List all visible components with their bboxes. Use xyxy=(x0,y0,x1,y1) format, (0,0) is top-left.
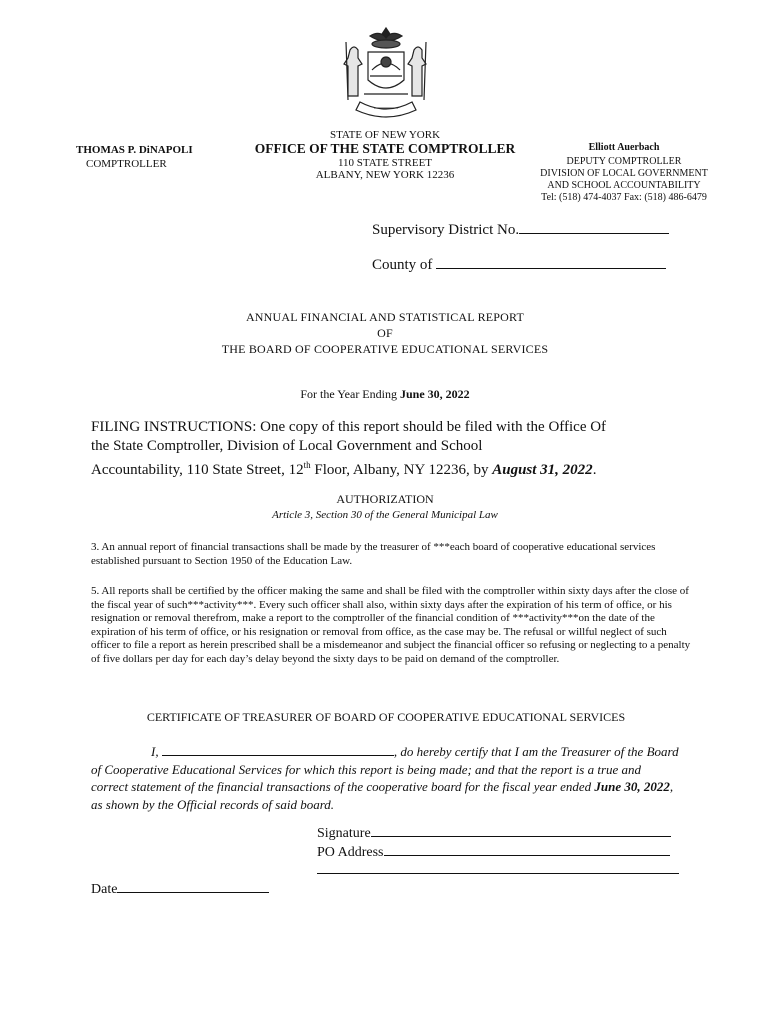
office-address-block xyxy=(245,129,525,181)
state-name: STATE OF NEW YORK xyxy=(329,129,441,141)
office-street: 110 STATE STREET xyxy=(337,157,433,169)
po-address-line2[interactable] xyxy=(317,873,679,874)
certificate-text2: , as shown by the Official records of said board. xyxy=(91,779,674,812)
state-seal-icon xyxy=(334,22,438,126)
authorization-title: AUTHORIZATION xyxy=(336,492,434,506)
division-line1: DIVISION OF LOCAL GOVERNMENT xyxy=(540,168,708,179)
comptroller-name: THOMAS P. DiNAPOLI xyxy=(76,144,193,156)
deputy-title: DEPUTY COMPTROLLER xyxy=(566,156,682,167)
date-blank[interactable] xyxy=(117,880,269,893)
paragraph-3: 3. An annual report of financial transactions shall be made by the treasurer of ***each board of cooperative educational services established pursuant to Section 1950 of the Education Law. xyxy=(91,541,656,567)
signature-blank[interactable] xyxy=(371,824,671,837)
report-title-line3: THE BOARD OF COOPERATIVE EDUCATIONAL SERVICES xyxy=(221,342,549,356)
district-label: Supervisory District No. xyxy=(372,222,520,238)
filing-line2: the State Comptroller, Division of Local Government and School xyxy=(91,438,483,454)
office-name: OFFICE OF THE STATE COMPTROLLER xyxy=(254,141,516,156)
filing-instructions xyxy=(91,418,651,480)
date-label: Date xyxy=(91,882,118,897)
filing-line3-mid: Floor, Albany, NY 12236, by xyxy=(310,462,493,478)
contact-numbers: Tel: (518) 474-4037 Fax: (518) 486-6479 xyxy=(541,192,707,203)
district-blank[interactable] xyxy=(519,221,669,234)
certificate-text1: , do hereby certify that I am the Treasurer of the Board of Cooperative Educational Services for which this report is being made; and that the report is a true and correct statement of the financial transactions of the cooperative board for the fiscal year ended xyxy=(91,744,679,794)
comptroller-title: COMPTROLLER xyxy=(86,158,167,170)
authorization-subtitle: Article 3, Section 30 of the General Municipal Law xyxy=(272,509,498,521)
filing-line1: FILING INSTRUCTIONS: One copy of this report should be filed with the Office Of xyxy=(91,419,607,435)
report-title xyxy=(150,309,620,357)
year-prefix: For the Year Ending xyxy=(300,387,400,401)
signature-field[interactable] xyxy=(317,824,680,842)
filing-line3 xyxy=(91,456,651,480)
year-ending xyxy=(150,387,620,402)
deputy-name: Elliott Auerbach xyxy=(588,142,660,153)
po-address-label: PO Address xyxy=(317,845,384,860)
certificate-date: June 30, 2022 xyxy=(594,779,670,794)
filing-line3-end: . xyxy=(592,462,597,478)
county-blank[interactable] xyxy=(436,256,666,269)
signature-label: Signature xyxy=(317,826,371,841)
county-field[interactable] xyxy=(372,256,666,274)
division-line2: AND SCHOOL ACCOUNTABILITY xyxy=(547,180,701,191)
paragraph-5: 5. All reports shall be certified by the officer making the same and shall be filed with the comptroller within sixty days after the close of the fiscal year of such***activity***. Every such officer shall also, within sixty days after the expiration of his term of office, or his resignation or removal therefrom, make a report to the comptroller of the financial condition of ***activity***on the date of the expiration of his term of office, or his resignation or removal from office, as the case may be. The refusal or willful neglect of such officer to file a report as herein prescribed shall be a misdemeanor and subject the financial officer so refusing or neglecting to a penalty of five dollars per day for each day’s delay beyond the sixty days to be paid on demand of the comptroller. xyxy=(91,585,691,665)
deputy-block xyxy=(524,142,724,204)
office-city: ALBANY, NEW YORK 12236 xyxy=(315,169,455,181)
date-field[interactable] xyxy=(91,880,269,898)
po-address-blank[interactable] xyxy=(384,843,670,856)
county-label: County of xyxy=(372,257,437,273)
certificate-text xyxy=(91,743,681,813)
treasurer-name-blank[interactable] xyxy=(162,744,394,756)
report-title-line2: OF xyxy=(377,326,393,340)
comptroller-block xyxy=(76,143,200,171)
filing-sup: th xyxy=(303,460,311,470)
authorization xyxy=(150,491,620,523)
filing-line3-pre: Accountability, 110 State Street, 12 xyxy=(91,462,304,478)
report-title-line1: ANNUAL FINANCIAL AND STATISTICAL REPORT xyxy=(245,310,525,324)
district-field[interactable] xyxy=(372,221,669,239)
po-address-field[interactable] xyxy=(317,843,680,861)
year-date: June 30, 2022 xyxy=(399,387,470,401)
filing-deadline: August 31, 2022 xyxy=(492,462,593,478)
certificate-i: I, xyxy=(151,744,162,759)
certificate-title: CERTIFICATE OF TREASURER OF BOARD OF COOPERATIVE EDUCATIONAL SERVICES xyxy=(146,710,626,724)
